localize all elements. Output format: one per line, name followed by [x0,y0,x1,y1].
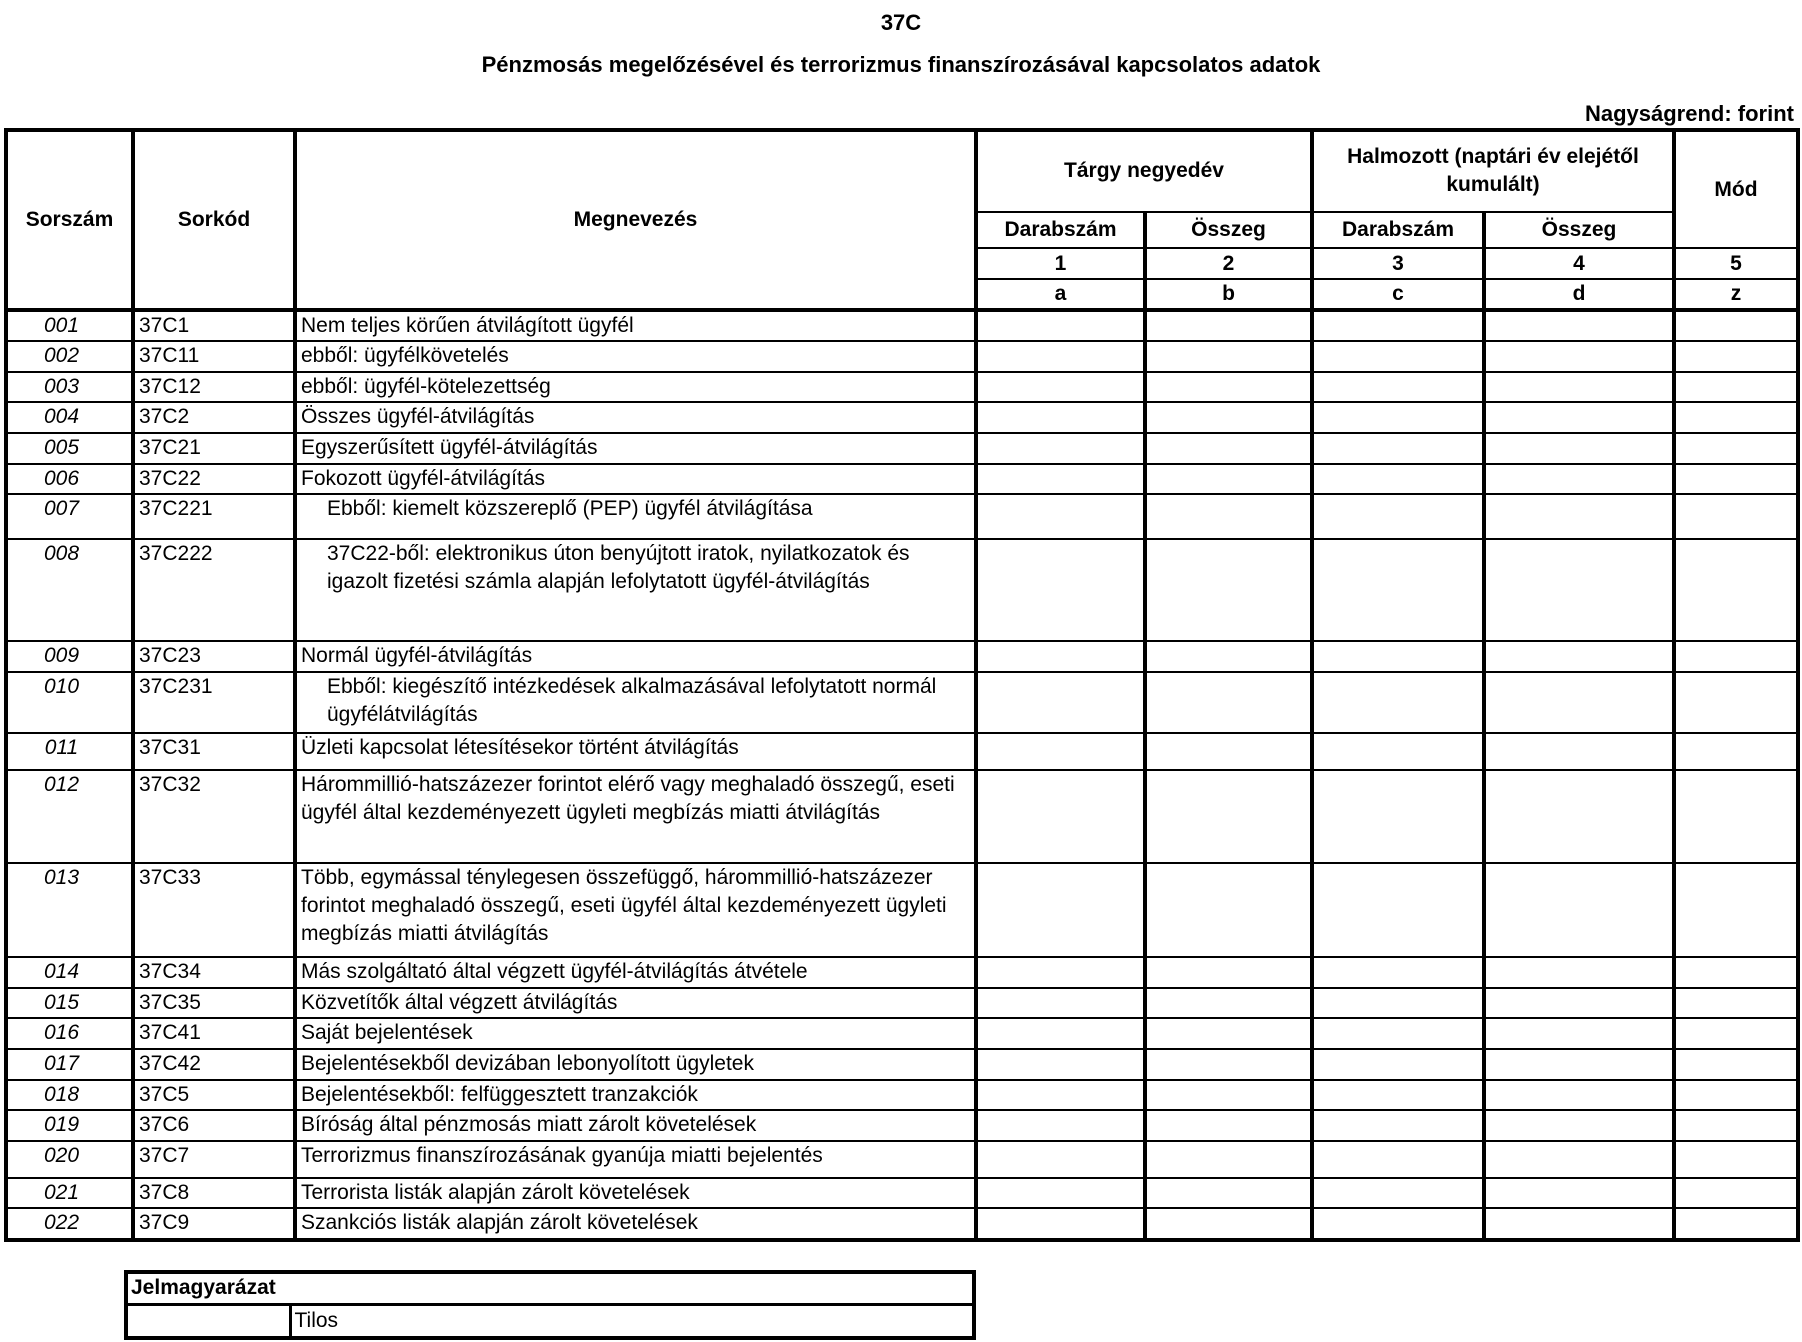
mod-cell[interactable] [1674,494,1798,539]
osszeg-1-cell[interactable] [1145,1080,1312,1111]
osszeg-1-cell[interactable] [1145,372,1312,403]
mod-cell[interactable] [1674,641,1798,672]
row-code: 37C42 [133,1049,295,1080]
darabszam-1-cell[interactable] [976,372,1145,403]
darabszam-1-cell[interactable] [976,672,1145,733]
osszeg-2-cell[interactable] [1484,1141,1674,1178]
row-code: 37C8 [133,1178,295,1209]
darabszam-2-cell[interactable] [1312,1178,1484,1209]
row-number: 016 [6,1018,133,1049]
row-number: 019 [6,1110,133,1141]
row-number: 021 [6,1178,133,1209]
page-title: Pénzmosás megelőzésével és terrorizmus finanszírozásával kapcsolatos adatok [481,52,1321,77]
osszeg-2-cell[interactable] [1484,1080,1674,1111]
darabszam-2-cell[interactable] [1312,641,1484,672]
darabszam-1-cell[interactable] [976,641,1145,672]
darabszam-2-cell[interactable] [1312,672,1484,733]
osszeg-1-cell[interactable] [1145,1208,1312,1240]
darabszam-2-cell[interactable] [1312,1049,1484,1080]
osszeg-1-cell[interactable] [1145,433,1312,464]
darabszam-1-cell[interactable] [976,988,1145,1019]
row-name: Terrorista listák alapján zárolt követelések [295,1178,976,1209]
table-row [6,641,1798,672]
darabszam-2-cell[interactable] [1312,433,1484,464]
osszeg-2-cell[interactable] [1484,957,1674,988]
darabszam-2-cell[interactable] [1312,464,1484,495]
osszeg-1-cell[interactable] [1145,863,1312,957]
darabszam-2-cell[interactable] [1312,1110,1484,1141]
legend-table [124,1270,976,1340]
row-code: 37C221 [133,494,295,539]
col-letter-a: a [976,279,1145,310]
osszeg-1-cell[interactable] [1145,539,1312,641]
mod-cell[interactable] [1674,672,1798,733]
darabszam-1-cell[interactable] [976,341,1145,372]
table-row [6,957,1798,988]
header-darabszam-2: Darabszám [1312,212,1484,249]
darabszam-1-cell[interactable] [976,464,1145,495]
row-name: Több, egymással ténylegesen összefüggő, hárommillió-hatszázezer forintot meghaladó összegű, eseti ügyfél által kezdeményezett ügyleti megbízás miatti átvilágítás [295,863,976,957]
row-code: 37C222 [133,539,295,641]
row-name: Normál ügyfél-átvilágítás [295,641,976,672]
row-number: 010 [6,672,133,733]
darabszam-1-cell[interactable] [976,433,1145,464]
mod-cell[interactable] [1674,988,1798,1019]
row-name: Ebből: kiemelt közszereplő (PEP) ügyfél átvilágítása [295,494,976,539]
mod-cell[interactable] [1674,1018,1798,1049]
mod-cell[interactable] [1674,1208,1798,1240]
row-number: 003 [6,372,133,403]
row-number: 014 [6,957,133,988]
mod-cell[interactable] [1674,433,1798,464]
row-code: 37C2 [133,402,295,433]
osszeg-2-cell[interactable] [1484,464,1674,495]
data-table [4,128,1800,1242]
mod-cell[interactable] [1674,539,1798,641]
table-row [6,464,1798,495]
row-name: Nem teljes körűen átvilágított ügyfél [295,310,976,342]
row-name: ebből: ügyfél-kötelezettség [295,372,976,403]
darabszam-2-cell[interactable] [1312,494,1484,539]
osszeg-1-cell[interactable] [1145,1018,1312,1049]
osszeg-2-cell[interactable] [1484,372,1674,403]
table-row [6,433,1798,464]
row-code: 37C11 [133,341,295,372]
osszeg-1-cell[interactable] [1145,310,1312,342]
mod-cell[interactable] [1674,402,1798,433]
legend-swatch [126,1304,290,1338]
darabszam-1-cell[interactable] [976,402,1145,433]
row-code: 37C31 [133,733,295,770]
row-number: 022 [6,1208,133,1240]
mod-cell[interactable] [1674,1080,1798,1111]
osszeg-2-cell[interactable] [1484,770,1674,864]
osszeg-2-cell[interactable] [1484,1178,1674,1209]
row-code: 37C21 [133,433,295,464]
col-letter-d: d [1484,279,1674,310]
mod-cell[interactable] [1674,1141,1798,1178]
osszeg-1-cell[interactable] [1145,402,1312,433]
table-row [6,988,1798,1019]
row-number: 015 [6,988,133,1019]
darabszam-1-cell[interactable] [976,1018,1145,1049]
col-number-4: 4 [1484,248,1674,279]
osszeg-2-cell[interactable] [1484,1049,1674,1080]
osszeg-2-cell[interactable] [1484,863,1674,957]
col-number-3: 3 [1312,248,1484,279]
osszeg-1-cell[interactable] [1145,1049,1312,1080]
table-row [6,494,1798,539]
row-code: 37C41 [133,1018,295,1049]
darabszam-1-cell[interactable] [976,863,1145,957]
row-code: 37C12 [133,372,295,403]
osszeg-1-cell[interactable] [1145,988,1312,1019]
osszeg-1-cell[interactable] [1145,494,1312,539]
osszeg-2-cell[interactable] [1484,988,1674,1019]
row-number: 008 [6,539,133,641]
darabszam-2-cell[interactable] [1312,1141,1484,1178]
table-row [6,1141,1798,1178]
darabszam-2-cell[interactable] [1312,402,1484,433]
row-code: 37C34 [133,957,295,988]
header-targy-negyedev: Tárgy negyedév [976,130,1312,212]
header-megnevezes: Megnevezés [295,130,976,310]
row-name: Összes ügyfél-átvilágítás [295,402,976,433]
col-letter-z: z [1674,279,1798,310]
mod-cell[interactable] [1674,1049,1798,1080]
header-osszeg-1: Összeg [1145,212,1312,249]
row-number: 006 [6,464,133,495]
table-row [6,1018,1798,1049]
row-name: Egyszerűsített ügyfél-átvilágítás [295,433,976,464]
darabszam-1-cell[interactable] [976,733,1145,770]
row-code: 37C9 [133,1208,295,1240]
row-number: 013 [6,863,133,957]
row-name: Ebből: kiegészítő intézkedések alkalmazásával lefolytatott normál ügyfélátvilágítás [295,672,976,733]
row-name: Saját bejelentések [295,1018,976,1049]
col-number-5: 5 [1674,248,1798,279]
row-number: 011 [6,733,133,770]
osszeg-2-cell[interactable] [1484,433,1674,464]
row-number: 009 [6,641,133,672]
row-name: Terrorizmus finanszírozásának gyanúja miatti bejelentés [295,1141,976,1178]
header-osszeg-2: Összeg [1484,212,1674,249]
darabszam-2-cell[interactable] [1312,1018,1484,1049]
darabszam-1-cell[interactable] [976,1080,1145,1111]
table-row [6,341,1798,372]
row-name: Hárommillió-hatszázezer forintot elérő vagy meghaladó összegű, eseti ügyfél által kezdeményezett ügyleti megbízás miatti átvilágítás [295,770,976,864]
row-number: 004 [6,402,133,433]
row-name: Bejelentésekből devizában lebonyolított ügyletek [295,1049,976,1080]
osszeg-2-cell[interactable] [1484,494,1674,539]
header-mod: Mód [1674,130,1798,248]
header-sorkod: Sorkód [133,130,295,310]
row-number: 012 [6,770,133,864]
table-row [6,733,1798,770]
row-code: 37C7 [133,1141,295,1178]
osszeg-2-cell[interactable] [1484,1110,1674,1141]
table-row [6,863,1798,957]
table-row [6,310,1798,342]
legend-title: Jelmagyarázat [126,1272,974,1304]
header-darabszam-1: Darabszám [976,212,1145,249]
header-halmozott: Halmozott (naptári év elejétől kumulált) [1312,130,1674,212]
osszeg-2-cell[interactable] [1484,539,1674,641]
osszeg-1-cell[interactable] [1145,1110,1312,1141]
osszeg-1-cell[interactable] [1145,957,1312,988]
table-row [6,372,1798,403]
row-code: 37C5 [133,1080,295,1111]
row-name: 37C22-ből: elektronikus úton benyújtott iratok, nyilatkozatok és igazolt fizetési számla alapján lefolytatott ügyfél-átvilágítás [295,539,976,641]
darabszam-1-cell[interactable] [976,1110,1145,1141]
row-code: 37C32 [133,770,295,864]
darabszam-1-cell[interactable] [976,539,1145,641]
osszeg-1-cell[interactable] [1145,1178,1312,1209]
osszeg-2-cell[interactable] [1484,1208,1674,1240]
osszeg-2-cell[interactable] [1484,310,1674,342]
darabszam-1-cell[interactable] [976,1049,1145,1080]
row-name: Fokozott ügyfél-átvilágítás [295,464,976,495]
row-code: 37C23 [133,641,295,672]
osszeg-1-cell[interactable] [1145,770,1312,864]
row-code: 37C231 [133,672,295,733]
darabszam-2-cell[interactable] [1312,539,1484,641]
mod-cell[interactable] [1674,310,1798,342]
darabszam-1-cell[interactable] [976,1208,1145,1240]
row-code: 37C33 [133,863,295,957]
darabszam-2-cell[interactable] [1312,863,1484,957]
header-sorszam: Sorszám [6,130,133,310]
darabszam-2-cell[interactable] [1312,1080,1484,1111]
table-row [6,1110,1798,1141]
table-row [6,770,1798,864]
osszeg-2-cell[interactable] [1484,1018,1674,1049]
row-code: 37C22 [133,464,295,495]
mod-cell[interactable] [1674,1110,1798,1141]
osszeg-1-cell[interactable] [1145,672,1312,733]
row-code: 37C35 [133,988,295,1019]
osszeg-2-cell[interactable] [1484,402,1674,433]
darabszam-2-cell[interactable] [1312,1208,1484,1240]
mod-cell[interactable] [1674,372,1798,403]
col-number-2: 2 [1145,248,1312,279]
darabszam-1-cell[interactable] [976,1141,1145,1178]
osszeg-1-cell[interactable] [1145,464,1312,495]
osszeg-2-cell[interactable] [1484,672,1674,733]
darabszam-2-cell[interactable] [1312,341,1484,372]
row-name: Szankciós listák alapján zárolt követelések [295,1208,976,1240]
table-row [6,672,1798,733]
row-number: 002 [6,341,133,372]
osszeg-2-cell[interactable] [1484,733,1674,770]
osszeg-2-cell[interactable] [1484,341,1674,372]
mod-cell[interactable] [1674,957,1798,988]
darabszam-2-cell[interactable] [1312,770,1484,864]
col-letter-c: c [1312,279,1484,310]
col-number-1: 1 [976,248,1145,279]
row-name: Üzleti kapcsolat létesítésekor történt átvilágítás [295,733,976,770]
darabszam-1-cell[interactable] [976,310,1145,342]
osszeg-2-cell[interactable] [1484,641,1674,672]
table-row [6,1049,1798,1080]
darabszam-1-cell[interactable] [976,770,1145,864]
mod-cell[interactable] [1674,341,1798,372]
darabszam-2-cell[interactable] [1312,957,1484,988]
row-name: Bejelentésekből: felfüggesztett tranzakciók [295,1080,976,1111]
table-row [6,539,1798,641]
row-number: 005 [6,433,133,464]
darabszam-1-cell[interactable] [976,494,1145,539]
form-code: 37C [880,10,922,35]
row-name: Más szolgáltató által végzett ügyfél-átvilágítás átvétele [295,957,976,988]
table-row [6,1208,1798,1240]
mod-cell[interactable] [1674,1178,1798,1209]
table-row [6,1080,1798,1111]
darabszam-2-cell[interactable] [1312,310,1484,342]
osszeg-1-cell[interactable] [1145,733,1312,770]
darabszam-1-cell[interactable] [976,957,1145,988]
mod-cell[interactable] [1674,863,1798,957]
row-number: 018 [6,1080,133,1111]
unit-label: Nagyságrend: forint [1584,101,1794,126]
row-code: 37C6 [133,1110,295,1141]
mod-cell[interactable] [1674,733,1798,770]
mod-cell[interactable] [1674,464,1798,495]
mod-cell[interactable] [1674,770,1798,864]
row-name: ebből: ügyfélkövetelés [295,341,976,372]
row-number: 017 [6,1049,133,1080]
row-name: Közvetítők által végzett átvilágítás [295,988,976,1019]
row-name: Bíróság által pénzmosás miatt zárolt követelések [295,1110,976,1141]
osszeg-1-cell[interactable] [1145,1141,1312,1178]
darabszam-2-cell[interactable] [1312,988,1484,1019]
row-code: 37C1 [133,310,295,342]
osszeg-1-cell[interactable] [1145,641,1312,672]
row-number: 020 [6,1141,133,1178]
darabszam-1-cell[interactable] [976,1178,1145,1209]
table-row [6,1178,1798,1209]
col-letter-b: b [1145,279,1312,310]
row-number: 007 [6,494,133,539]
osszeg-1-cell[interactable] [1145,341,1312,372]
darabszam-2-cell[interactable] [1312,733,1484,770]
row-number: 001 [6,310,133,342]
legend-item-tilos: Tilos [290,1304,974,1338]
darabszam-2-cell[interactable] [1312,372,1484,403]
table-row [6,402,1798,433]
